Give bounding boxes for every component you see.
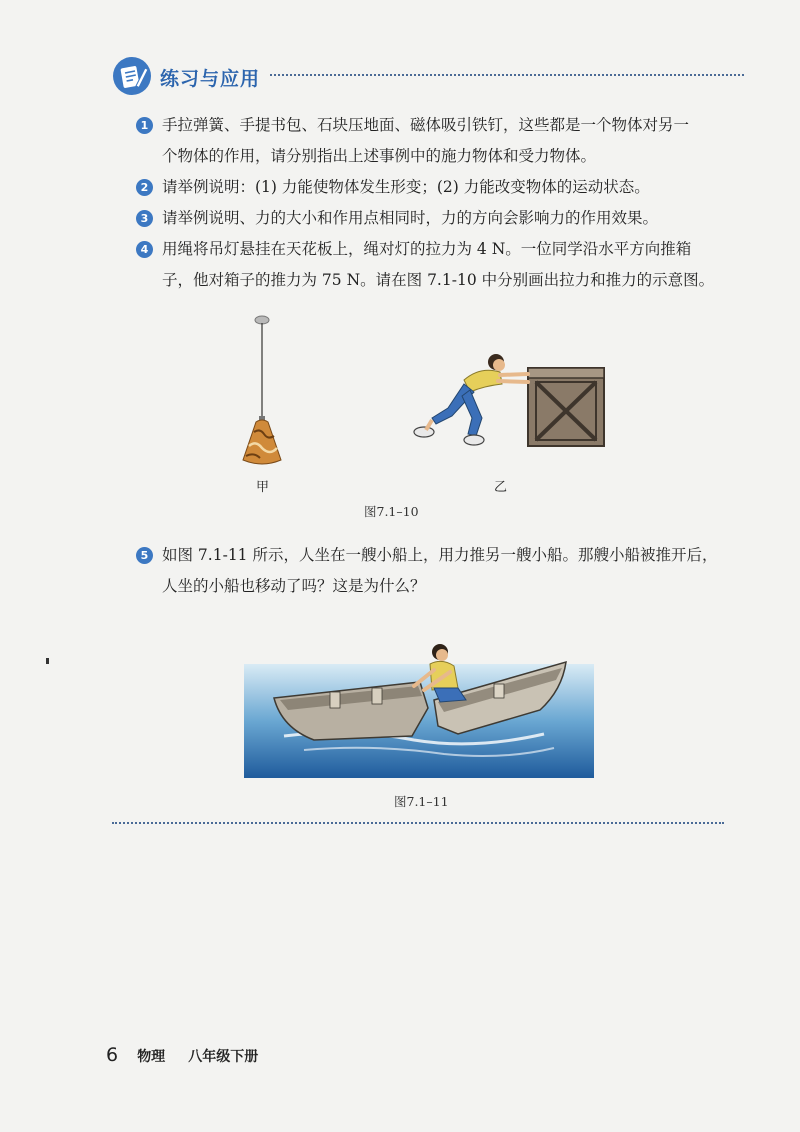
question-number-badge: 5 — [136, 547, 153, 564]
practice-pencil-icon — [112, 56, 152, 96]
page-number: 6 — [106, 1044, 119, 1066]
question-text-line: 子，他对箱子的推力为 75 N。请在图 7.1-10 中分别画出拉力和推力的示意图。 — [162, 271, 715, 289]
question-text-line: 用绳将吊灯悬挂在天花板上，绳对灯的拉力为 4 N。一位同学沿水平方向推箱 — [162, 240, 692, 258]
book-subject: 物理 — [137, 1049, 166, 1065]
figure-label-a: 甲 — [256, 480, 270, 495]
question-number-badge: 3 — [136, 210, 153, 227]
question-text-line: 人坐的小船也移动了吗？这是为什么？ — [162, 577, 426, 595]
question-text-line: 如图 7.1-11 所示，人坐在一艘小船上，用力推另一艘小船。那艘小船被推开后， — [162, 546, 718, 564]
figure-label-b: 乙 — [494, 480, 508, 495]
header-divider — [270, 74, 744, 76]
section-end-divider — [112, 822, 724, 824]
question-number-badge: 4 — [136, 241, 153, 258]
boats-illustration — [244, 640, 594, 778]
question-text-line: 个物体的作用，请分别指出上述事例中的施力物体和受力物体。 — [162, 147, 597, 165]
boy-pushing-crate-illustration — [404, 348, 610, 448]
hanging-lamp-illustration — [232, 312, 292, 472]
book-grade: 八年级下册 — [188, 1049, 259, 1065]
page-footer — [106, 1044, 258, 1066]
question-number-badge: 1 — [136, 117, 153, 134]
section-header — [112, 56, 744, 96]
question-text-line: 手拉弹簧、手提书包、石块压地面、磁体吸引铁钉，这些都是一个物体对另一 — [162, 116, 690, 134]
question-number-badge: 2 — [136, 179, 153, 196]
scan-mark — [46, 658, 49, 664]
question-text-line: 请举例说明：(1) 力能使物体发生形变；(2) 力能改变物体的运动状态。 — [162, 178, 650, 196]
figure-caption: 图7.1–10 — [364, 504, 419, 519]
question-text-line: 请举例说明、力的大小和作用点相同时，力的方向会影响力的作用效果。 — [162, 209, 659, 227]
figure-caption: 图7.1–11 — [394, 794, 449, 809]
section-title: 练习与应用 — [160, 68, 261, 90]
